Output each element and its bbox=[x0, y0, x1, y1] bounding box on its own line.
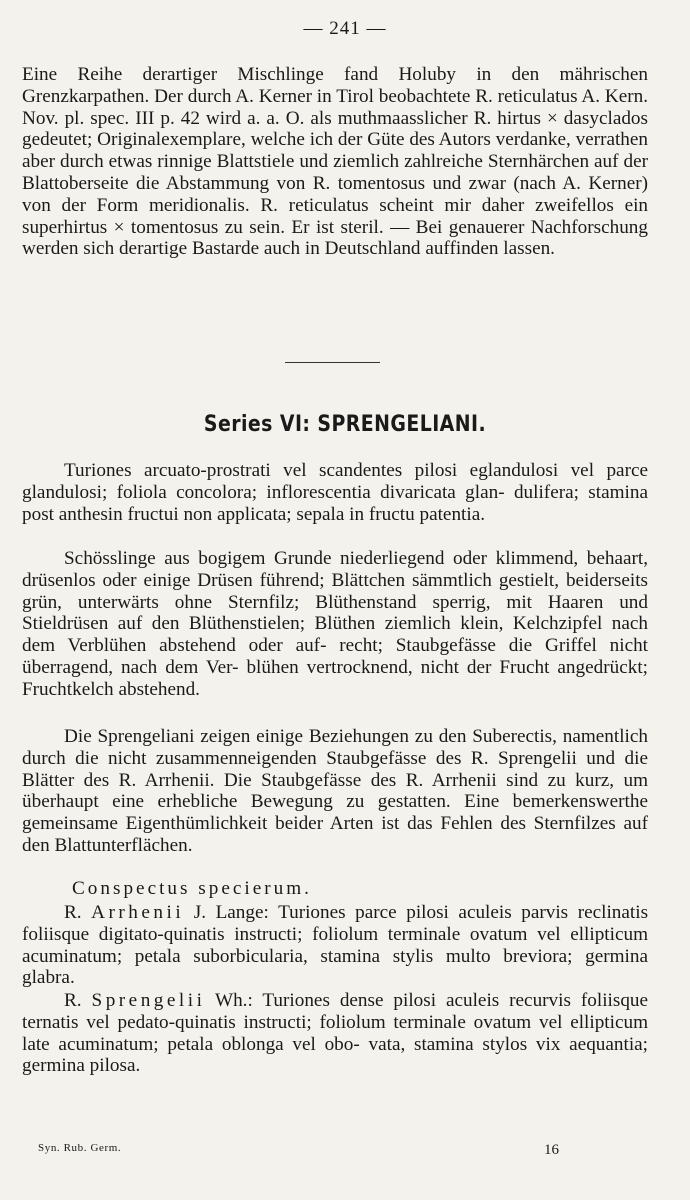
text-line: (nach A. Kerner) von der Form meridionalis. R. reticulatus scheint bbox=[22, 172, 649, 216]
paragraph-latin-diagnosis bbox=[22, 460, 648, 525]
species-sprengelii bbox=[22, 990, 648, 1077]
text-line: mir daher zweifellos ein superhirtus × tomentosus zu sein. Er bbox=[22, 194, 649, 238]
series-heading: Series VI: SPRENGELIANI. bbox=[203, 412, 487, 437]
text-line: der Blattoberseite die Abstammung von R. tomentosus und zwar bbox=[22, 151, 648, 194]
species-author: Wh.: bbox=[214, 990, 253, 1011]
species-author: J. Lange: bbox=[193, 902, 269, 923]
text-line: behaart, drüsenlos oder einige Drüsen führend; Blättchen sämmtlich bbox=[22, 548, 648, 591]
text-line: ist steril. — Bei genauerer Nachforschung werden sich derartige bbox=[22, 216, 648, 260]
paragraph-hybrids bbox=[22, 64, 648, 260]
text-line: Grenzkarpathen. Der durch A. Kerner in Tirol beobachtete R. bbox=[22, 85, 498, 107]
text-line: Eine Reihe derartiger Mischlinge fand Holuby in den mährischen bbox=[22, 64, 648, 85]
text-line: abstehend. bbox=[118, 678, 200, 700]
text-line: zu gestatten. Eine bemerkenswerthe gemeinsame Eigenthümlichkeit bbox=[22, 791, 648, 835]
text-line: vata, stamina stylos vix aequantia; germina pilosa. bbox=[22, 1033, 649, 1077]
text-line: Bastarde auch in Deutschland auffinden lassen. bbox=[191, 238, 555, 260]
paragraph-relations bbox=[22, 726, 648, 857]
text-line: stylis multo breviora; germina glabra. bbox=[22, 945, 648, 989]
text-line: parce glandulosi; foliola concolora; inflorescentia divaricata glan- bbox=[22, 460, 648, 503]
text-line: dulifera; stamina post anthesin fructui non applicata; sepala in bbox=[22, 481, 648, 525]
text-line: namentlich durch die nicht zusammenneigenden Staubgefässe des bbox=[22, 726, 648, 769]
species-prefix: R. bbox=[64, 902, 82, 923]
paragraph-german-diagnosis bbox=[22, 548, 648, 701]
section-divider bbox=[285, 362, 380, 363]
text-line: foliisque ternatis vel pedato-quinatis instructi; foliolum terminale bbox=[22, 990, 649, 1033]
species-description-start: Turiones dense pilosi aculeis recurvis bbox=[262, 990, 571, 1011]
species-description-start: Turiones parce pilosi aculeis parvis bbox=[278, 902, 569, 923]
text-line: ovatum vel ellipticum late acuminatum; petala oblonga vel obo- bbox=[22, 1011, 648, 1055]
species-arrhenii bbox=[22, 902, 648, 989]
text-line: ziemlich klein, Kelchzipfel nach dem Verblühen abstehend oder auf- bbox=[22, 613, 648, 657]
text-line: reclinatis foliisque digitato-quinatis instructi; foliolum terminale bbox=[22, 902, 649, 945]
species-name: Sprengelii bbox=[91, 990, 206, 1011]
text-line: sperrig, mit Haaren und Stieldrüsen auf den Blüthenstielen; Blüthen bbox=[22, 591, 648, 635]
species-name: Arrhenii bbox=[91, 902, 185, 923]
text-line: etwas rinnige Blattstiele und ziemlich zahlreiche Sternhärchen auf bbox=[108, 151, 624, 173]
text-line: Schösslinge aus bogigem Grunde niederliegend oder klimmend, bbox=[64, 548, 587, 569]
sheet-number: 16 bbox=[544, 1142, 559, 1158]
text-line: fructu patentia. bbox=[368, 503, 486, 525]
text-line: Die Sprengeliani zeigen einige Beziehungen zu den Suberectis, bbox=[64, 726, 563, 747]
signature-mark: Syn. Rub. Germ. bbox=[38, 1142, 122, 1154]
text-line: beider Arten ist das Fehlen des Sternfilzes auf den Blattunterflächen. bbox=[22, 813, 648, 856]
page-number: — 241 — bbox=[303, 18, 387, 39]
conspectus-heading: Conspectus specierum. bbox=[72, 878, 312, 899]
text-line: gestielt, beiderseits grün, unterwärts ohne Sternfilz; Blüthenstand bbox=[22, 569, 648, 613]
text-line: R. Sprengelii und die Blätter des R. Arrhenii. Die Staubgefässe bbox=[22, 747, 648, 791]
text-line: reticulatus A. Kern. Nov. pl. spec. III p. 42 wird a. a. O. als bbox=[22, 85, 648, 129]
text-line: Turiones arcuato-prostrati vel scandentes pilosi eglandulosi vel bbox=[64, 460, 607, 481]
text-line: muthmaasslicher R. hirtus × dasyclados gedeutet; Originalexemplare, bbox=[22, 107, 648, 151]
text-line: blühen vertrocknend, nicht der Frucht angedrückt; Fruchtkelch bbox=[22, 656, 648, 700]
species-prefix: R. bbox=[64, 990, 82, 1011]
text-line: ovatum vel ellipticum acuminatum; petala suborbicularia, stamina bbox=[22, 923, 648, 967]
text-line: des R. Arrhenii sind zu kurz, um überhaupt eine erhebliche Bewegung bbox=[22, 769, 648, 813]
text-line: welche ich der Güte des Autors verdanke, verrathen aber durch bbox=[22, 129, 649, 173]
text-line: recht; Staubgefässe die Griffel nicht überragend, nach dem Ver- bbox=[22, 635, 649, 678]
